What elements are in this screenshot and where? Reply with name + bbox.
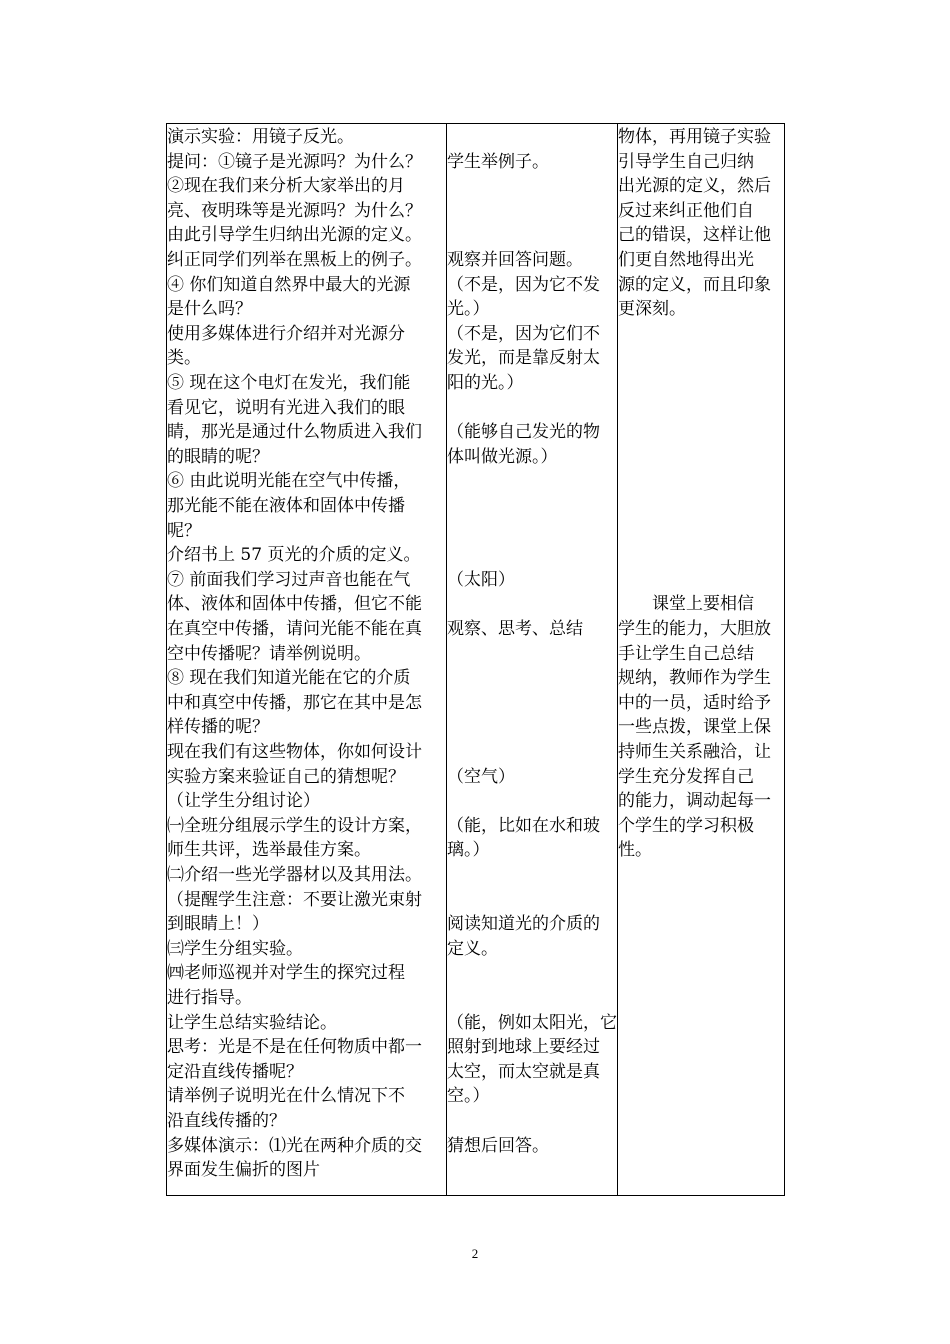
teacher-line: 到眼睛上！）	[167, 914, 269, 935]
student-line: 阳的光。）	[447, 373, 524, 393]
student-line: 定义。	[447, 938, 498, 959]
teacher-line: 提问：①镜子是光源吗？为什么？	[167, 151, 422, 172]
teacher-line: ⑥ 由此说明光能在空气中传播，	[167, 471, 411, 492]
design-line: 源的定义，而且印象	[618, 274, 771, 295]
student-line: （能，比如在水和玻	[447, 815, 600, 836]
teacher-line: ②现在我们来分析大家举出的月	[167, 176, 405, 197]
teacher-line: ⑧ 现在我们知道光能在它的介质	[167, 668, 411, 689]
design-intent-column	[618, 124, 784, 1195]
design-line: 学生充分发挥自己	[618, 766, 754, 787]
student-line: 阅读知道光的介质的	[447, 914, 600, 935]
teacher-line: 那光能不能在液体和固体中传播	[167, 496, 405, 516]
teacher-line: 进行指导。	[167, 988, 252, 1008]
student-line: （不是，因为它们不	[447, 323, 600, 344]
student-line: 光。）	[447, 299, 490, 320]
teacher-line: 是什么吗？	[167, 299, 252, 320]
design-line: 们更自然地得出光	[618, 250, 754, 270]
teacher-line: 纠正同学们列举在黑板上的例子。	[167, 250, 422, 270]
teacher-line: 睛，那光是通过什么物质进入我们	[167, 422, 422, 443]
teacher-line: （提醒学生注意：不要让激光束射	[167, 889, 422, 910]
teacher-line: （让学生分组讨论）	[167, 791, 320, 812]
design-line: 手让学生自己总结	[618, 643, 754, 664]
teacher-line: 体、液体和固体中传播，但它不能	[167, 594, 422, 615]
design-line: 性。	[618, 840, 652, 861]
teacher-line: ㈢学生分组实验。	[167, 938, 303, 959]
teacher-line: 思考：光是不是在任何物质中都一	[167, 1037, 422, 1058]
design-line: 中的一员，适时给予	[618, 692, 771, 713]
design-line: 出光源的定义，然后	[618, 176, 771, 197]
design-line: 规纳，教师作为学生	[618, 668, 771, 689]
student-line: （能，例如太阳光，它	[447, 1012, 617, 1033]
student-line: 璃。）	[447, 840, 490, 861]
teacher-line: 看见它，说明有光进入我们的眼	[167, 397, 405, 418]
teacher-line: 定沿直线传播呢？	[167, 1061, 303, 1082]
page-number: 2	[471, 1246, 479, 1261]
student-line: 学生举例子。	[447, 151, 549, 172]
teacher-line: 使用多媒体进行介绍并对光源分	[167, 323, 405, 344]
teacher-line: ㈠全班分组展示学生的设计方案，	[167, 815, 422, 836]
design-line: 反过来纠正他们自	[618, 200, 754, 221]
student-line: 观察、思考、总结	[447, 619, 583, 639]
teacher-line: 在真空中传播，请问光能不能在真	[167, 619, 422, 639]
lesson-table	[166, 123, 785, 1196]
teacher-activity-column	[167, 124, 447, 1195]
teacher-line: 请举例子说明光在什么情况下不	[167, 1086, 405, 1107]
teacher-line: 呢？	[167, 520, 201, 541]
teacher-line: 实验方案来验证自己的猜想呢？	[167, 766, 405, 787]
student-line: （太阳）	[447, 569, 515, 590]
design-line: 持师生关系融洽，让	[618, 742, 771, 762]
design-line: 引导学生自己归纳	[618, 151, 754, 172]
design-line: 一些点拨，课堂上保	[618, 717, 771, 738]
teacher-line: 类。	[167, 348, 201, 369]
student-activity-column	[447, 124, 618, 1195]
design-line: 课堂上要相信	[618, 594, 754, 615]
teacher-line: ㈡介绍一些光学器材以及其用法。	[167, 865, 422, 885]
teacher-line: 界面发生偏折的图片	[167, 1160, 320, 1181]
design-line: 己的错误，这样让他	[618, 225, 771, 246]
design-line: 学生的能力，大胆放	[618, 619, 771, 639]
teacher-line: 的眼睛的呢？	[167, 446, 269, 467]
teacher-line: 沿直线传播的？	[167, 1111, 286, 1131]
student-line: 观察并回答问题。	[447, 250, 583, 270]
teacher-line: ⑤ 现在这个电灯在发光，我们能	[167, 373, 411, 393]
student-line: （能够自己发光的物	[447, 422, 600, 443]
teacher-line: 空中传播呢？请举例说明。	[167, 643, 371, 664]
teacher-line: ④ 你们知道自然界中最大的光源	[167, 274, 411, 295]
teacher-line: 演示实验：用镜子反光。	[167, 127, 354, 147]
teacher-line: ⑦ 前面我们学习过声音也能在气	[167, 569, 411, 590]
student-line: 照射到地球上要经过	[447, 1037, 600, 1058]
design-line: 物体，再用镜子实验	[618, 127, 771, 147]
teacher-line: 样传播的呢？	[167, 717, 269, 738]
student-line: 猜想后回答。	[447, 1135, 549, 1156]
teacher-line: 让学生总结实验结论。	[167, 1012, 337, 1033]
student-line: （不是，因为它不发	[447, 274, 600, 295]
teacher-line: ㈣老师巡视并对学生的探究过程	[167, 963, 405, 984]
student-line: 体叫做光源。）	[447, 446, 558, 467]
student-line: （空气）	[447, 766, 515, 787]
design-line: 个学生的学习积极	[618, 815, 754, 836]
teacher-line: 介绍书上 57 页光的介质的定义。	[167, 545, 421, 566]
teacher-line: 中和真空中传播，那它在其中是怎	[167, 692, 422, 713]
teacher-line: 师生共评，选举最佳方案。	[167, 840, 371, 861]
design-line: 的能力，调动起每一	[618, 791, 771, 812]
teacher-line: 由此引导学生归纳出光源的定义。	[167, 225, 422, 246]
design-line: 更深刻。	[618, 299, 686, 320]
teacher-line: 多媒体演示：⑴光在两种介质的交	[167, 1135, 422, 1156]
teacher-line: 亮、夜明珠等是光源吗？为什么？	[167, 200, 422, 221]
student-line: 发光，而是靠反射太	[447, 348, 600, 369]
teacher-line: 现在我们有这些物体，你如何设计	[167, 742, 422, 762]
student-line: 空。）	[447, 1086, 490, 1107]
student-line: 太空，而太空就是真	[447, 1061, 600, 1082]
